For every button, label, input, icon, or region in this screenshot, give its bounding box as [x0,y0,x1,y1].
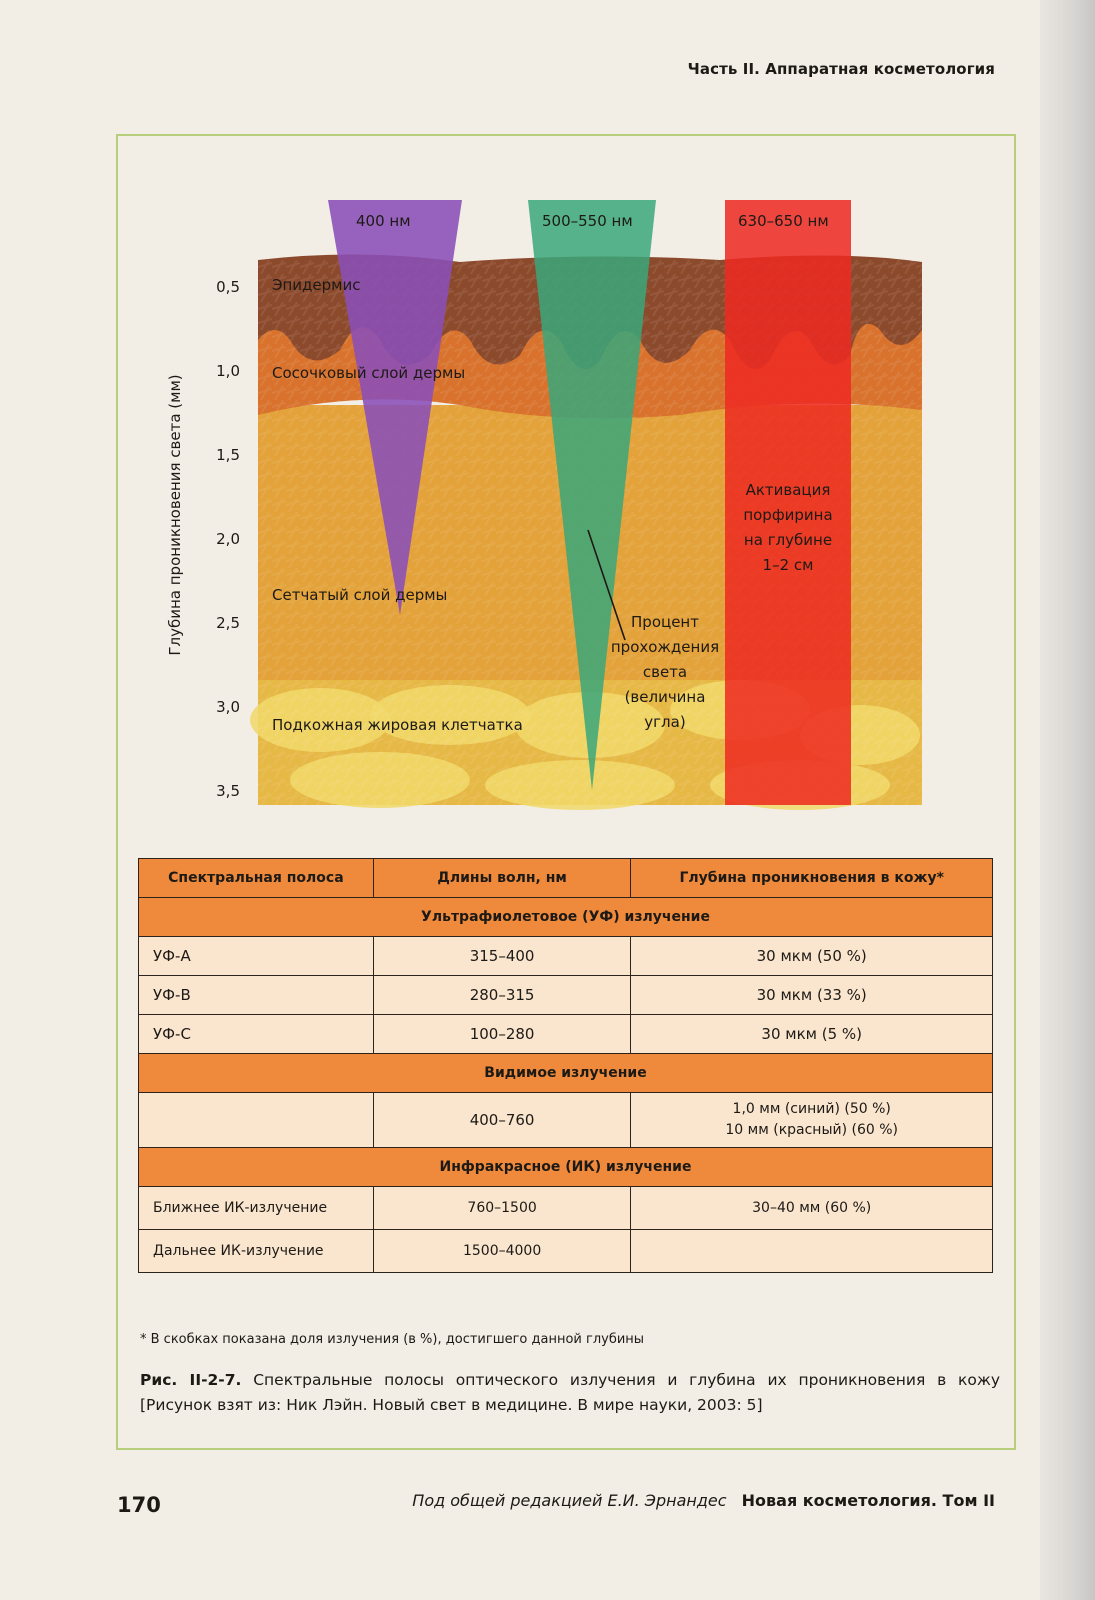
column-header: Глубина проникновения в кожу* [631,859,993,898]
section-title: Видимое излучение [139,1054,993,1093]
angle-note-line: прохождения [610,638,720,656]
table-cell: 30–40 мм (60 %) [631,1187,993,1230]
table-cell: УФ-А [139,937,374,976]
table-cell: УФ-С [139,1015,374,1054]
spectral-bands-table [138,858,993,1273]
red-note-line: порфирина [743,506,833,524]
skin-penetration-diagram [160,190,960,840]
caption-label: Рис. II-2-7. [140,1371,242,1389]
angle-note-line: света [642,663,688,681]
footer-book-title: Новая косметология. Том II [741,1491,995,1510]
red-note [728,478,848,578]
section-row-visible [139,1054,993,1093]
table-cell: УФ-В [139,976,374,1015]
column-header: Спектральная полоса [139,859,374,898]
table-cell [631,1093,993,1148]
column-header: Длины волн, нм [373,859,631,898]
band-label-500-550: 500–550 нм [542,212,633,230]
red-note-line: 1–2 см [762,556,814,574]
tick-label: 3,5 [216,782,240,800]
caption-text: Спектральные полосы оптического излучения и глубина их проникновения в кожу [Рисунок взят из: Ник Лэйн. Новый свет в медицине. В мире науки, 2003: 5] [140,1371,1000,1414]
table-cell: 100–280 [373,1015,631,1054]
band-label-400: 400 нм [356,212,411,230]
section-row-uv [139,898,993,937]
table-row [139,1015,993,1054]
table-cell: 760–1500 [373,1187,631,1230]
footer-book-info [412,1491,995,1510]
table-cell [139,1093,374,1148]
tick-label: 3,0 [216,698,240,716]
table-cell: 30 мкм (33 %) [631,976,993,1015]
angle-note-line: (величина [624,688,706,706]
running-head: Часть II. Аппаратная косметология [687,60,995,78]
table-footnote: * В скобках показана доля излучения (в %), достигшего данной глубины [140,1332,645,1347]
tick-label: 1,0 [216,362,240,380]
table-cell: 30 мкм (50 %) [631,937,993,976]
section-title: Ультрафиолетовое (УФ) излучение [139,898,993,937]
layer-label-papillary: Сосочковый слой дермы [272,364,466,382]
table-cell: 30 мкм (5 %) [631,1015,993,1054]
table-cell: 400–760 [373,1093,631,1148]
table-cell: Ближнее ИК-излучение [139,1187,374,1230]
layer-label-epidermis: Эпидермис [272,276,361,294]
band-label-630-650: 630–650 нм [738,212,829,230]
table-cell: 315–400 [373,937,631,976]
angle-note-line: Процент [631,613,699,631]
table-row [139,1187,993,1230]
table-cell: Дальнее ИК-излучение [139,1230,374,1273]
section-row-ir [139,1148,993,1187]
page-edge-shadow [1040,0,1095,1600]
table-header-row [139,859,993,898]
tick-label: 2,0 [216,530,240,548]
table-row [139,1093,993,1148]
table-row [139,976,993,1015]
y-axis-title [160,190,190,840]
section-title: Инфракрасное (ИК) излучение [139,1148,993,1187]
angle-note-line: угла) [644,713,686,731]
red-note-line: на глубине [743,531,833,549]
cell-line: 1,0 мм (синий) (50 %) [732,1101,891,1117]
angle-note [590,610,740,735]
figure-caption [140,1368,1000,1418]
y-axis-title-text: Глубина проникновения света (мм) [166,374,184,656]
layer-label-reticular: Сетчатый слой дермы [272,586,448,604]
red-note-line: Активация [745,481,831,499]
footer-editor: Под общей редакцией Е.И. Эрнандес [412,1491,727,1510]
tick-label: 1,5 [216,446,240,464]
tick-label: 2,5 [216,614,240,632]
cell-line: 10 мм (красный) (60 %) [725,1122,899,1138]
layer-label-fat: Подкожная жировая клетчатка [272,716,523,734]
table-cell: 1500–4000 [373,1230,631,1273]
table-row [139,1230,993,1273]
table-row [139,937,993,976]
table-cell: 280–315 [373,976,631,1015]
table-cell [631,1230,993,1273]
page-number: 170 [117,1493,161,1517]
tick-label: 0,5 [216,278,240,296]
